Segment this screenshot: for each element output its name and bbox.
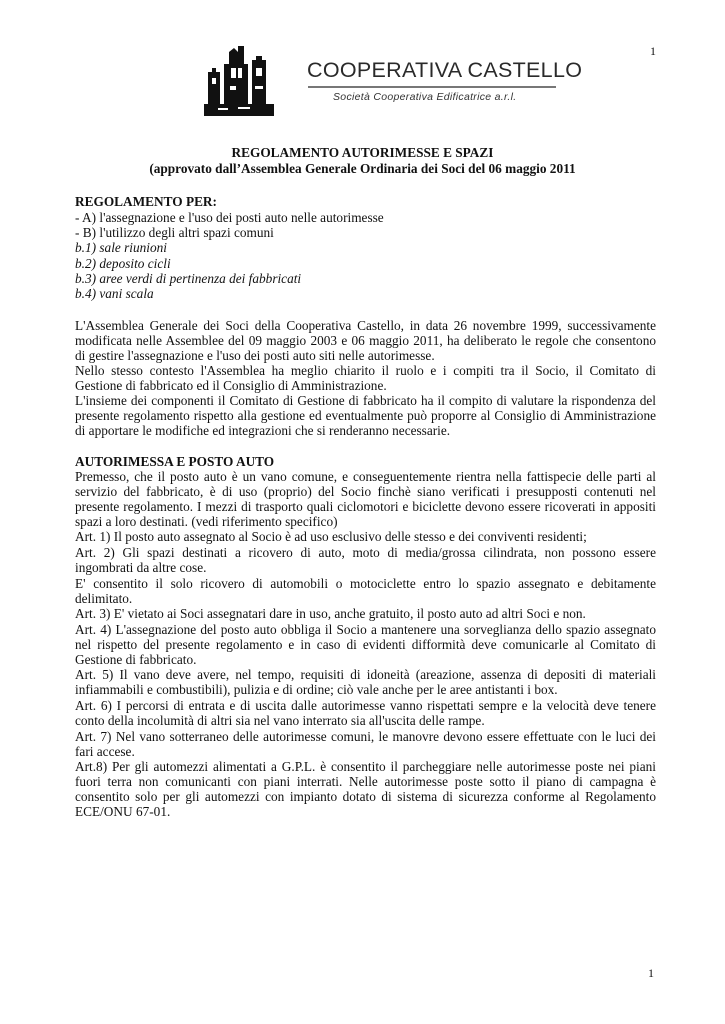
- logo-divider: [308, 86, 556, 88]
- list-item: b.3) aree verdi di pertinenza dei fabbricati: [75, 271, 302, 286]
- paragraph-line: conto della incolumità di altri sia nel vano interrato sia all'uscita delle rampe.: [75, 713, 485, 728]
- paragraph-line: delimitato.: [75, 591, 133, 606]
- list-item: - B) l'utilizzo degli altri spazi comuni: [75, 225, 274, 240]
- paragraph-line: ECE/ONU 67-01.: [75, 804, 171, 819]
- paragraph-line: spazi a loro destinati. (vedi riferimento specifico): [75, 514, 338, 529]
- paragraph-line: Art. 4) L'assegnazione del posto auto obbliga il Socio a mantenere una sorveglianza dello spazio assegnato: [75, 622, 656, 637]
- paragraph-line: nel rispetto del presente regolamento e in caso di evidenti difformità deve comunicarle al Comitato di: [75, 637, 656, 652]
- logo-company-name: COOPERATIVA CASTELLO: [307, 58, 583, 82]
- list-item: b.1) sale riunioni: [75, 240, 167, 255]
- section-heading-autorimessa: AUTORIMESSA E POSTO AUTO: [75, 454, 275, 469]
- paragraph-line: Premesso, che il posto auto è un vano comune, e conseguentemente rientra nella fattispecie delle parti al: [75, 469, 656, 484]
- document-title: REGOLAMENTO AUTORIMESSE E SPAZI: [231, 145, 494, 160]
- paragraph-line: servizio del fabbricato, è di uso (proprio) del Socio finchè siano verificati i presupposti contenuti nel: [75, 484, 656, 499]
- paragraph-line: fari accese.: [75, 744, 135, 759]
- paragraph-line: ingombrati da altre cose.: [75, 560, 207, 575]
- paragraph-line: Art. 1) Il posto auto assegnato al Socio è ad uso esclusivo delle stesso e dei conviventi residenti;: [75, 529, 587, 544]
- list-item: - A) l'assegnazione e l'uso dei posti auto nelle autorimesse: [75, 210, 384, 225]
- paragraph-line: L'Assemblea Generale dei Soci della Cooperativa Castello, in data 26 novembre 1999, successivamente: [75, 318, 656, 333]
- paragraph-line: di gestire l'assegnazione e l'uso dei posti auto siti nelle autorimesse.: [75, 348, 435, 363]
- paragraph-line: Art.8) Per gli automezzi alimentati a G.P.L. è consentito il parcheggiare nelle autorimesse poste nei piani: [75, 759, 656, 774]
- list-item: b.2) deposito cicli: [75, 256, 171, 271]
- paragraph-line: Art. 2) Gli spazi destinati a ricovero di auto, moto di media/grossa cilindrata, non possono essere: [75, 545, 656, 560]
- paragraph-line: Gestione di fabbricato.: [75, 652, 197, 667]
- paragraph-line: di apportare le modifiche ed integrazioni che si renderanno necessarie.: [75, 423, 451, 438]
- paragraph-line: Gestione di fabbricato ed il Consiglio di Amministrazione.: [75, 378, 387, 393]
- castle-tower-icon: [204, 42, 304, 116]
- document-subtitle: (approvato dall’Assemblea Generale Ordinaria dei Soci del 06 maggio 2011: [149, 161, 576, 176]
- paragraph-line: Art. 3) E' vietato ai Soci assegnatari dare in uso, anche gratuito, il posto auto ad altri Soci e non.: [75, 606, 586, 621]
- paragraph-line: consentito solo per gli automezzi con impianto dotato di sistema di sicurezza conforme al Regolamento: [75, 789, 656, 804]
- page-number-bottom: 1: [648, 966, 654, 980]
- paragraph-line: L'insieme dei componenti il Comitato di Gestione di fabbricato ha il compito di valutare la rispondenza del: [75, 393, 656, 408]
- paragraph-line: Art. 5) Il vano deve avere, nel tempo, requisiti di idoneità (areazione, assenza di depositi di materiali: [75, 667, 656, 682]
- logo-company-subtitle: Società Cooperativa Edificatrice a.r.l.: [333, 91, 517, 103]
- section-heading-regolamento-per: REGOLAMENTO PER:: [75, 194, 217, 209]
- paragraph-line: presente regolamento. I mezzi di trasporto quali ciclomotori e biciclette devono essere ricoverati in appositi: [75, 499, 656, 514]
- paragraph-line: Art. 7) Nel vano sotterraneo delle autorimesse comuni, le manovre devono essere effettuate con le luci dei: [75, 729, 656, 744]
- list-item: b.4) vani scala: [75, 286, 154, 301]
- paragraph-line: presente regolamento rispetto alla gestione ed eventualmente può proporre al Consiglio di Amministrazione: [75, 408, 656, 423]
- paragraph-line: Art. 6) I percorsi di entrata e di uscita dalle autorimesse vanno rispettati sempre e la velocità deve tenere: [75, 698, 656, 713]
- paragraph-line: E' consentito il solo ricovero di automobili o motociclette entro lo spazio assegnato e debitamente: [75, 576, 656, 591]
- page-number-top: 1: [650, 44, 656, 58]
- paragraph-line: modificata nelle Assemblee del 09 maggio 2003 e 06 maggio 2011, ha deliberato le regole che consentono: [75, 333, 656, 348]
- paragraph-line: Nello stesso contesto l'Assemblea ha meglio chiarito il ruolo e i compiti tra il Socio, il Comitato di: [75, 363, 656, 378]
- paragraph-line: fuori terra non comunicanti con piani interrati. Nelle autorimesse poste sotto il piano di campagna è: [75, 774, 656, 789]
- paragraph-line: infiammabili e combustibili), pulizia e di ordine; ciò vale anche per le aree antistanti i box.: [75, 682, 558, 697]
